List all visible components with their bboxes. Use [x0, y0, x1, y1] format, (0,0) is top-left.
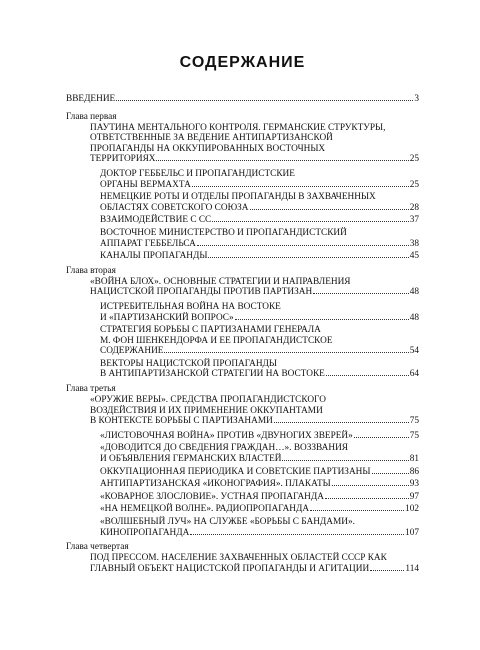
toc-page-number: 75: [409, 430, 419, 441]
toc-entry-text: КАНАЛЫ ПРОПАГАНДЫ: [100, 251, 208, 262]
toc-entry-section: [66, 517, 419, 538]
toc-entry-text: АППАРАТ ГЕББЕЛЬСА: [100, 238, 196, 249]
toc-entry-section: [66, 492, 419, 503]
toc-entry-chapter: [66, 123, 419, 165]
toc-entry-line: ОТВЕТСТВЕННЫЕ ЗА ВЕДЕНИЕ АНТИПАРТИЗАНСКОЙ: [90, 133, 333, 144]
dot-leader: [164, 352, 408, 353]
toc-entry-text: ТЕРРИТОРИЯХ: [90, 154, 156, 165]
dot-leader: [197, 245, 409, 246]
dot-leader: [250, 209, 409, 210]
dot-leader: [274, 422, 409, 423]
dot-leader: [354, 437, 409, 438]
toc-page-number: 45: [409, 251, 419, 262]
toc-entry-text: В АНТИПАРТИЗАНСКОЙ СТРАТЕГИИ НА ВОСТОКЕ: [100, 369, 325, 380]
toc-entry-section: [66, 228, 419, 249]
toc-entry-intro: [66, 94, 419, 105]
toc-entry-chapter: [66, 553, 419, 574]
toc-entry-text: «КОВАРНОЕ ЗЛОСЛОВИЕ». УСТНАЯ ПРОПАГАНДА: [100, 491, 324, 502]
toc-entry-text: И ОБЪЯВЛЕНИЯ ГЕРМАНСКИХ ВЛАСТЕЙ: [100, 454, 282, 465]
toc-entry-line: СТРАТЕГИЯ БОРЬБЫ С ПАРТИЗАНАМИ ГЕНЕРАЛА: [100, 325, 321, 336]
toc-entry-chapter: [66, 277, 419, 298]
toc-entry-line: ВЕКТОРЫ НАЦИСТСКОЙ ПРОПАГАНДЫ: [100, 358, 277, 369]
toc-page-number: 37: [409, 215, 419, 226]
chapter-section: [66, 542, 419, 574]
toc-entry-section: [66, 359, 419, 380]
toc-page-number: 25: [409, 179, 419, 190]
toc-entry-section: [66, 325, 419, 357]
dot-leader: [156, 160, 408, 161]
dot-leader: [282, 460, 408, 461]
toc-entry-line: «ОРУЖИЕ ВЕРЫ». СРЕДСТВА ПРОПАГАНДИСТСКОГО: [90, 395, 326, 406]
toc-entry-section: [66, 192, 419, 213]
toc-entry-line: ВОСТОЧНОЕ МИНИСТЕРСТВО И ПРОПАГАНДИСТСКИЙ: [100, 227, 347, 238]
chapter-label: Глава третья: [66, 384, 116, 395]
toc-entry-section: [66, 169, 419, 190]
toc-entry-section: [66, 504, 419, 515]
dot-leader: [370, 570, 404, 571]
toc-page-number: 48: [409, 312, 419, 323]
toc-page-number: 97: [409, 491, 419, 502]
toc-page-number: 38: [409, 238, 419, 249]
toc-entry-line: М. ФОН ШЕНКЕНДОРФА И ЕЕ ПРОПАГАНДИСТСКОЕ: [100, 335, 333, 346]
toc-entry-text: ВВЕДЕНИЕ: [66, 94, 116, 104]
toc-page-number: 114: [405, 563, 419, 574]
toc-entry-section: [66, 302, 419, 323]
toc-entry-text: НАЦИСТСКОЙ ПРОПАГАНДЫ ПРОТИВ ПАРТИЗАН: [90, 287, 313, 298]
toc-entry-text: АНТИПАРТИЗАНСКАЯ «ИКОНОГРАФИЯ». ПЛАКАТЫ: [100, 479, 331, 490]
dot-leader: [310, 510, 404, 511]
chapter-label: Глава четвертая: [66, 542, 129, 553]
toc-entry-text: «НА НЕМЕЦКОЙ ВОЛНЕ». РАДИОПРОПАГАНДА: [100, 504, 310, 515]
toc-entry-text: СОДЕРЖАНИЕ: [100, 346, 164, 357]
toc-entry-text: ВЗАИМОДЕЙСТВИЕ С СС: [100, 215, 212, 226]
toc-page-number: 93: [409, 479, 419, 490]
chapter-label: Глава первая: [66, 111, 117, 122]
toc-entry-line: ДОКТОР ГЕББЕЛЬС И ПРОПАГАНДИСТСКИЕ: [100, 168, 295, 179]
dot-leader: [208, 257, 408, 258]
toc-entry-text: ОККУПАЦИОННАЯ ПЕРИОДИКА И СОВЕТСКИЕ ПАРТИЗАНЫ: [100, 466, 371, 477]
toc-entry-text: КИНОПРОПАГАНДА: [100, 527, 190, 538]
page-title: СОДЕРЖАНИЕ: [179, 54, 306, 71]
toc-page-number: 48: [409, 287, 419, 298]
toc-entry-section: [66, 467, 419, 478]
toc-page-number: 81: [409, 454, 419, 465]
toc-page-number: 54: [409, 346, 419, 357]
dot-leader: [325, 498, 409, 499]
toc-entry-line: «ДОВОДИТСЯ ДО СВЕДЕНИЯ ГРАЖДАН…». ВОЗЗВАНИЯ: [100, 443, 349, 454]
toc-entry-section: [66, 251, 419, 262]
chapter-section: [66, 384, 419, 538]
chapter-section: [66, 266, 419, 380]
chapters-list: [66, 112, 419, 575]
toc-page-number: 28: [409, 202, 419, 213]
toc-entry-line: «ВОЛШЕБНЫЙ ЛУЧ» НА СЛУЖБЕ «БОРЬБЫ С БАНДАМИ».: [100, 517, 355, 527]
dot-leader: [332, 485, 409, 486]
dot-leader: [192, 186, 409, 187]
chapter-label: Глава вторая: [66, 265, 116, 276]
dot-leader: [212, 221, 408, 222]
toc-entry-line: «ВОЙНА БЛОХ». ОСНОВНЫЕ СТРАТЕГИИ И НАПРАВЛЕНИЯ: [90, 276, 351, 287]
toc-entry-line: ВОЗДЕЙСТВИЯ И ИХ ПРИМЕНЕНИЕ ОККУПАНТАМИ: [90, 405, 323, 416]
toc-entry-text: «ЛИСТОВОЧНАЯ ВОЙНА» ПРОТИВ «ДВУНОГИХ ЗВЕРЕЙ»: [100, 430, 353, 441]
toc-entry-text: ОРГАНЫ ВЕРМАХТА: [100, 179, 191, 190]
toc-entry-section: [66, 479, 419, 490]
toc-entry-section: [66, 443, 419, 464]
toc-entry-line: ПОД ПРЕССОМ. НАСЕЛЕНИЕ ЗАХВАЧЕННЫХ ОБЛАСТЕЙ СССР КАК: [90, 553, 387, 564]
dot-leader: [326, 375, 409, 376]
dot-leader: [313, 293, 409, 294]
chapter-section: [66, 112, 419, 262]
dot-leader: [116, 100, 413, 101]
toc-entry-text: ОБЛАСТЯХ СОВЕТСКОГО СОЮЗА: [100, 202, 249, 213]
toc-entry-line: ПРОПАГАНДЫ НА ОККУПИРОВАННЫХ ВОСТОЧНЫХ: [90, 143, 326, 154]
toc-entry-line: НЕМЕЦКИЕ РОТЫ И ОТДЕЛЫ ПРОПАГАНДЫ В ЗАХВАЧЕННЫХ: [100, 192, 376, 203]
toc-entry-chapter: [66, 395, 419, 427]
toc-entry-text: И «ПАРТИЗАНСКИЙ ВОПРОС»: [100, 312, 234, 323]
toc-page-number: 3: [414, 94, 419, 104]
toc-entry-line: ИСТРЕБИТЕЛЬНАЯ ВОЙНА НА ВОСТОКЕ: [100, 301, 281, 312]
dot-leader: [235, 319, 409, 320]
toc-page-number: 86: [409, 466, 419, 477]
dot-leader: [372, 473, 409, 474]
toc-page-number: 25: [409, 154, 419, 165]
toc-entry-section: [66, 431, 419, 442]
toc-entry-section: [66, 215, 419, 226]
dot-leader: [190, 534, 404, 535]
toc-page-number: 102: [405, 504, 419, 515]
toc-page-number: 64: [409, 369, 419, 380]
toc-entry-line: ПАУТИНА МЕНТАЛЬНОГО КОНТРОЛЯ. ГЕРМАНСКИЕ СТРУКТУРЫ,: [90, 122, 386, 133]
toc-page-number: 75: [409, 416, 419, 427]
toc-entry-text: ГЛАВНЫЙ ОБЪЕКТ НАЦИСТСКОЙ ПРОПАГАНДЫ И АГИТАЦИИ: [90, 563, 370, 574]
toc-entry-text: В КОНТЕКСТЕ БОРЬБЫ С ПАРТИЗАНАМИ: [90, 416, 273, 427]
toc-page-number: 107: [405, 527, 419, 538]
